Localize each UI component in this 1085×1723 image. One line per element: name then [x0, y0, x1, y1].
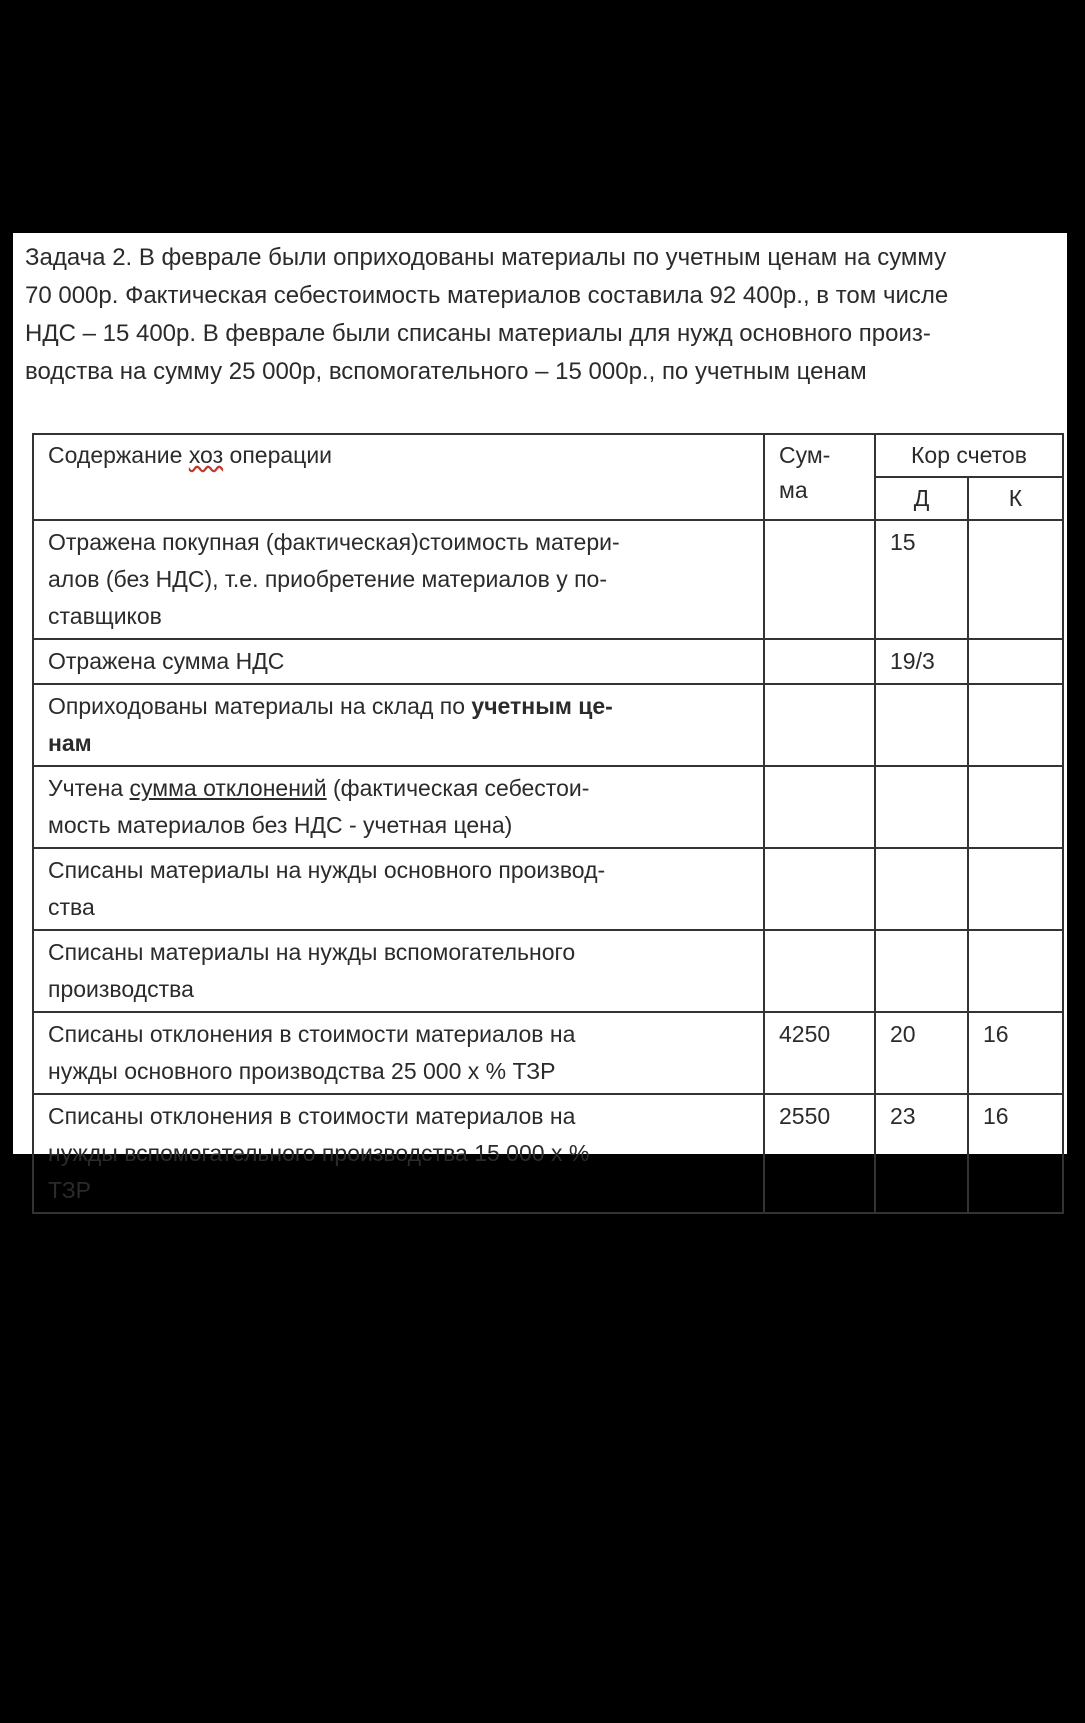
row-debit	[875, 848, 968, 930]
header-operation-text: операции	[223, 442, 333, 468]
table-row	[33, 1094, 1063, 1213]
header-sum	[764, 434, 875, 520]
row-debit	[875, 766, 968, 848]
row-credit	[968, 520, 1063, 639]
row-operation-text: Учтена	[48, 775, 130, 801]
row-operation	[33, 520, 764, 639]
row-operation-line: Списаны отклонения в стоимости материалов на	[48, 1021, 576, 1047]
row-credit	[968, 639, 1063, 684]
task-line: водства на сумму 25 000р, вспомогательного – 15 000р., по учетным ценам	[25, 358, 867, 385]
row-operation-line: Отражена сумма НДС	[48, 648, 285, 674]
row-sum	[764, 684, 875, 766]
row-operation	[33, 639, 764, 684]
row-operation-line: производства	[48, 976, 194, 1002]
table-row	[33, 520, 1063, 639]
row-operation-text: (фактическая себестои-	[326, 775, 590, 801]
header-operation-text: Содержание	[48, 442, 189, 468]
header-credit: К	[968, 477, 1063, 520]
row-operation-line: Списаны отклонения в стоимости материалов на	[48, 1103, 576, 1129]
row-operation	[33, 930, 764, 1012]
table-header-row	[33, 434, 1063, 477]
row-operation-line: ства	[48, 894, 95, 920]
row-debit	[875, 684, 968, 766]
table-row	[33, 766, 1063, 848]
row-operation-line: Отражена покупная (фактическая)стоимость матери-	[48, 529, 620, 555]
header-debit-text: Д	[913, 485, 930, 511]
table-row	[33, 639, 1063, 684]
task-line: НДС – 15 400р. В феврале были списаны материалы для нужд основного произ-	[25, 320, 931, 347]
row-operation	[33, 684, 764, 766]
row-sum	[764, 766, 875, 848]
document-page	[13, 233, 1067, 1203]
header-kor-schetov: Кор счетов	[875, 434, 1063, 477]
row-sum: 2550	[764, 1094, 875, 1213]
row-operation-line: нужды вспомогательного производства 15 000 х %	[48, 1140, 590, 1166]
table-row	[33, 848, 1063, 930]
table-row	[33, 930, 1063, 1012]
row-debit: 15	[875, 520, 968, 639]
row-debit: 20	[875, 1012, 968, 1094]
operations-table	[32, 433, 1064, 1214]
row-operation-underlined: сумма отклонений	[129, 775, 327, 801]
row-operation	[33, 848, 764, 930]
row-operation	[33, 1094, 764, 1213]
header-sum-line: ма	[779, 477, 808, 503]
row-sum	[764, 639, 875, 684]
task-line: Задача 2. В феврале были оприходованы материалы по учетным ценам на сумму	[25, 244, 947, 271]
row-operation-line: нужды основного производства 25 000 х % ТЗР	[48, 1058, 556, 1084]
row-operation-text: Оприходованы материалы на склад по	[48, 693, 472, 719]
row-operation	[33, 1012, 764, 1094]
row-sum	[764, 930, 875, 1012]
table-row	[33, 684, 1063, 766]
task-line: 70 000р. Фактическая себестоимость материалов составила 92 400р., в том числе	[25, 282, 949, 309]
row-debit: 23	[875, 1094, 968, 1213]
row-debit: 19/3	[875, 639, 968, 684]
row-credit: 16	[968, 1094, 1063, 1213]
row-operation-line: Списаны материалы на нужды вспомогательного	[48, 939, 576, 965]
table-row	[33, 1012, 1063, 1094]
row-credit	[968, 930, 1063, 1012]
row-sum	[764, 520, 875, 639]
header-debit	[875, 477, 968, 520]
row-credit	[968, 848, 1063, 930]
header-operation-wavy: хоз	[188, 442, 224, 468]
header-operation	[33, 434, 764, 520]
row-credit	[968, 766, 1063, 848]
row-operation-line: алов (без НДС), т.е. приобретение материалов у по-	[48, 566, 607, 592]
row-sum: 4250	[764, 1012, 875, 1094]
row-operation-line: ставщиков	[48, 603, 162, 629]
row-credit	[968, 684, 1063, 766]
row-operation-line: ТЗР	[48, 1177, 92, 1203]
header-sum-line: Сум-	[779, 442, 831, 468]
row-debit	[875, 930, 968, 1012]
row-operation-line: мость материалов без НДС - учетная цена)	[48, 812, 513, 838]
row-operation	[33, 766, 764, 848]
row-credit: 16	[968, 1012, 1063, 1094]
task-text	[25, 239, 1085, 391]
row-operation-bold: учетным це-	[471, 693, 613, 719]
row-operation-bold: нам	[48, 730, 92, 756]
row-sum	[764, 848, 875, 930]
row-operation-line: Списаны материалы на нужды основного производ-	[48, 857, 606, 883]
